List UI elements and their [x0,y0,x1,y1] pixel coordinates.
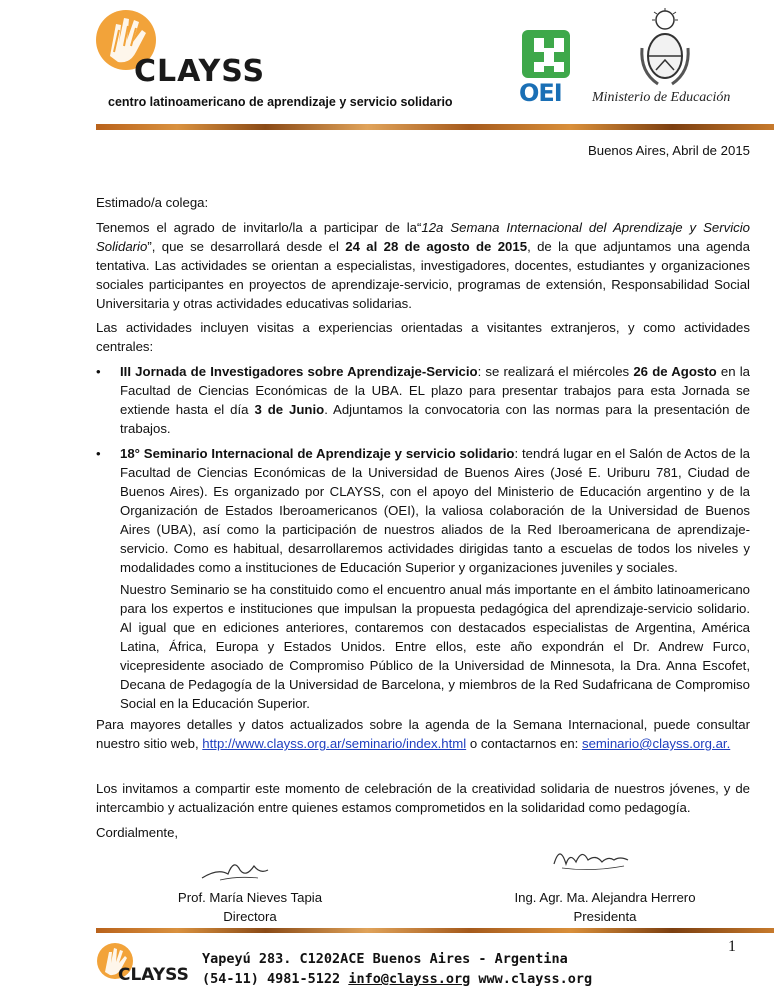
footer-divider [96,928,774,933]
seminario-email-link[interactable]: seminario@clayss.org.ar. [582,736,731,751]
bullet-icon: • [96,446,101,461]
signatory-name: Prof. María Nieves Tapia [177,890,323,905]
signatory-herrero [490,888,720,926]
clayss-logo-text: CLAYSS [134,54,266,89]
signature-tapia [198,848,278,888]
list-item-jornada: • III Jornada de Investigadores sobre Aprendizaje-Servicio: se realizará el miércoles 26 de Agosto en la Facultad de Ciencias Económicas de la UBA. EL plazo para presentar trabajos para esta Jornada se extiende hasta el día 3 de Junio. Adjuntamos la convocatoria con las normas para la presentación de trabajos. [96,364,751,436]
footer-address: Yapeyú 283. C1202ACE Buenos Aires - Argentina [202,951,568,967]
letter-date: Buenos Aires, Abril de 2015 [587,143,750,158]
organization-name: centro latinoamericano de aprendizaje y servicio solidario [108,95,453,109]
page-number: 1 [728,938,736,955]
clayss-footer-logo-text: CLAYSS [118,965,189,985]
paragraph-invitation: Los invitamos a compartir este momento de celebración de la creatividad solidaria de nuestros jóvenes, y de intercambio y actualización entre quienes estamos comprometidos en la solidaridad como pedagogía. [96,781,750,815]
footer-contact-line [202,971,592,987]
signatory-role: Directora [223,909,277,924]
bullet-icon: • [96,364,101,379]
signatory-role: Presidenta [573,909,637,924]
paragraph-activities: Las actividades incluyen visitas a experiencias orientadas a visitantes extranjeros, y como actividades centrales: [96,320,750,354]
footer-phone: (54-11) 4981-5122 [202,971,341,987]
paragraph-contact: Para mayores detalles y datos actualizados sobre la agenda de la Semana Internacional, puede consultar nuestro sitio web, http://www.clayss.org.ar/seminario/index.html o contactarnos en: seminario@clayss.org.ar. [96,717,750,751]
signatory-name: Ing. Agr. Ma. Alejandra Herrero [514,890,696,905]
paragraph-seminario-detail: Nuestro Seminario se ha constituido como el encuentro anual más importante en el ámbito latinoamericano para los expertos e instituciones que impulsan la propuesta pedagógica del aprendizaje-servicio solidario. Al igual que en ediciones anteriores, contaremos con destacados especialistas de Argentina, América Latina, África, Europa y Estados Unidos. Entre ellos, este año expondrán el Dr. Andrew Furco, vicepresidente asociado de Compromiso Público de la Universidad de Minnesota, la Dra. Anna Escofet, Decana de Pedagogía de la Universidad de Barcelona, y miembros de la Red Sudafricana de Compromiso Social en la Educación Superior. [120,582,750,711]
ministry-name: Ministerio de Educación [592,90,731,105]
closing: Cordialmente, [96,825,179,840]
header-divider [96,124,774,130]
paragraph-intro: Tenemos el agrado de invitarlo/la a participar de la“12a Semana Internacional del Aprendizaje y Servicio Solidario”, que se desarrollará desde el 24 al 28 de agosto de 2015, de la que adjuntamos una agenda tentativa. Las actividades se orientan a especialistas, investigadores, docentes, estudiantes y organizaciones sociales participantes en proyectos de aprendizaje-servicio, programas de extensión, Responsabilidad Social Universitaria y otras actividades educativas solidarias. [96,220,750,311]
signatory-tapia [150,888,350,926]
footer-email[interactable]: info@clayss.org [348,971,471,987]
greeting: Estimado/a colega: [96,195,209,210]
list-item-seminario: • 18° Seminario Internacional de Aprendizaje y servicio solidario: tendrá lugar en el Salón de Actos de la Facultad de Ciencias Económicas de la Universidad de Buenos Aires (José E. Uriburu 781, Ciudad de Buenos Aires). Es organizado por CLAYSS, con el apoyo del Ministerio de Educación argentino y de la Organización de Estados Iberoamericanos (OEI), la valiosa colaboración de la Universidad de Buenos Aires (UBA), así como la participación de nuestros aliados de la Red Iberoamericana de aprendizaje-servicio. Como es habitual, desarrollaremos actividades dirigidas tanto a escuelas de todos los niveles y modalidades como a instituciones de Educación Superior y organizaciones juveniles y sociales. [96,446,751,575]
argentina-coat-of-arms [638,8,692,88]
footer-web[interactable]: www.clayss.org [478,971,593,987]
seminario-website-link[interactable]: http://www.clayss.org.ar/seminario/index.html [202,736,467,751]
oei-text: OEI [519,79,562,107]
signature-herrero [552,838,632,878]
